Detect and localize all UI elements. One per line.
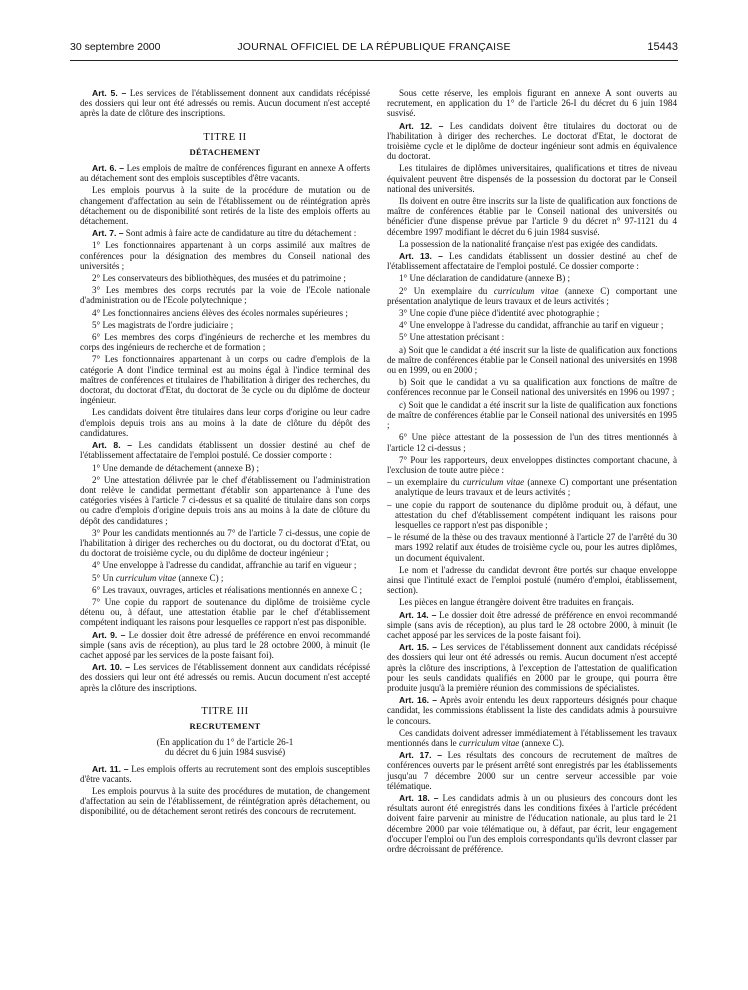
titre-heading: TITRE II: [203, 131, 247, 143]
right-column: [387, 88, 677, 856]
article-6: [80, 163, 370, 183]
list-item: 3° Pour les candidats mentionnés au 7° de l'article 7 ci-dessus, une copie de l'habilitation à diriger des recherches ou du doctorat, ou du doctorat d'Etat, ou du doctorat de troisième cycle, ou du diplôme de docteur ingénieur ;: [80, 527, 370, 559]
article-12: [387, 121, 677, 162]
article-text: Le dossier doit être adressé de préférence en envoi recommandé simple (sans avis de réception), au plus tard le 28 octobre 2000, à minuit (le cachet apposé par les services de la poste faisant foi).: [80, 629, 370, 660]
article-number: Art. 13. –: [399, 251, 443, 262]
article-7: [80, 228, 370, 238]
article-text: Le dossier doit être adressé de préférence en envoi recommandé simple (sans avis de réception), au plus tard le 28 octobre 2000, à minuit (le cachet apposé par les services de la poste faisant foi).: [387, 609, 677, 640]
list-item: 7° Une copie du rapport de soutenance du diplôme de troisième cycle détenu ou, à défaut, une attestation établie par le chef d'établissement compétent indiquant les raisons pour lesquelles ce rapport n'est pas disponible.: [80, 596, 370, 628]
page-header: [70, 41, 678, 57]
article-8: [80, 440, 370, 460]
italic-term: curriculum vitae: [115, 572, 177, 583]
paragraph: La possession de la nationalité française n'est pas exigée des candidats.: [399, 238, 658, 249]
paragraph: Les pièces en langue étrangère doivent être traduites en français.: [399, 597, 634, 608]
list-item: 6° Les membres des corps d'ingénieurs de recherche et les membres du corps des ingénieurs de recherche et de formation ;: [80, 332, 370, 353]
list-item: 4° Les fonctionnaires anciens élèves des écoles normales supérieures ;: [92, 307, 348, 318]
paragraph-text: (annexe C).: [519, 737, 565, 748]
list-item: 7° Les fonctionnaires appartenant à un corps ou cadre d'emplois de la catégorie A dont l'indice terminal est au moins égal à l'indice terminal des maîtres de conférences et titulaires de l'habilitation à diriger des recherches, du doctorat, du doctorat d'Etat, du doctorat de 3e cycle ou du diplôme de docteur ingénieur.: [80, 354, 370, 406]
paragraph: Les titulaires de diplômes universitaires, qualifications et titres de niveau équivalent peuvent être dispensés de la possession du doctorat par le Conseil national des universités.: [387, 163, 677, 194]
list-item: 1° Une déclaration de candidature (annexe B) ;: [399, 273, 571, 284]
titre-subheading: DÉTACHEMENT: [189, 146, 261, 157]
header-date: 30 septembre 2000: [70, 41, 161, 53]
list-item: 2° Une attestation délivrée par le chef d'établissement ou l'administration dont relève le candidat permettant d'établir son appartenance à l'une des catégories visées à l'article 7 ci-dessus et sa qualité de titulaire dans son corps ou cadre d'emplois d'origine depuis trois ans au moins à la date de clôture du dépôt des candidatures ;: [80, 474, 370, 526]
list-item: 5° Une attestation précisant :: [399, 332, 505, 343]
article-text: Les emplois de maître de conférences figurant en annexe A offerts au détachement sont des emplois susceptibles d'être vacants.: [80, 163, 370, 184]
article-number: Art. 8. –: [92, 440, 133, 451]
article-number: Art. 9. –: [92, 629, 126, 640]
article-10: [80, 662, 370, 693]
article-text: Les emplois offerts au recrutement sont des emplois susceptibles d'être vacants.: [80, 763, 371, 784]
item-text: (annexe C) ;: [176, 572, 224, 583]
article-text: Les services de l'établissement donnent aux candidats récépissé des dossiers qui leur ont été adressés ou remis. Aucun document n'est accepté après la date de clôture des inscriptions.: [80, 88, 370, 119]
paragraph: Sous cette réserve, les emplois figurant en annexe A sont ouverts au recrutement, en application du 1° de l'article 26-I du décret du 6 juin 1984 susvisé.: [387, 88, 677, 119]
list-item: a) Soit que le candidat a été inscrit sur la liste de qualification aux fonctions de maître de conférences établie par le Conseil national des universités en 1998 ou en 1999, ou en 2000 ;: [387, 344, 677, 376]
list-item: 3° Une copie d'une pièce d'identité avec photographie ;: [399, 308, 600, 319]
article-text: Les services de l'établissement donnent aux candidats récépissé des dossiers qui leur ont été adressés ou remis. Aucun document n'est accepté après la clôture des inscriptions.: [80, 662, 370, 693]
list-item: 6° Une pièce attestant de la possession de l'un des titres mentionnés à l'article 12 ci-dessus ;: [387, 432, 677, 453]
item-text: (annexe C) comportant une présentation analytique de leurs travaux et de leurs activités ;: [387, 285, 677, 306]
dash-item: – une copie du rapport de soutenance du diplôme produit ou, à défaut, une attestation du chef d'établissement compétent indiquant les raisons pour lesquelles ce rapport n'est pas disponible ;: [387, 499, 677, 530]
article-number: Art. 5. –: [92, 88, 127, 98]
article-number: Art. 6. –: [92, 163, 125, 174]
article-number: Art. 17. –: [399, 750, 443, 761]
list-item: b) Soit que le candidat a vu sa qualification aux fonctions de maître de conférences reconnue par le Conseil national des universités en 1996 ou 1997 ;: [387, 377, 677, 398]
note-line: du décret du 6 juin 1984 susvisé): [164, 747, 286, 758]
article-number: Art. 12. –: [399, 120, 444, 131]
article-text: Les candidats admis à un ou plusieurs des concours dont les résultats auront été enregistrés dans les conditions fixées à l'article précédent doivent faire parvenir au ministre de l'éducation nationale, au plus tard le 21 décembre 2000 par voie télématique ou, à défaut, par écrit, leur engagement d'occuper l'emploi ou l'un des emplois correspondants qu'ils devront classer par ordre décroissant de préférence.: [387, 793, 677, 855]
list-item: [387, 286, 677, 306]
paragraph: Les emplois pourvus à la suite des procédures de mutation, de changement d'affectation au sein de l'établissement, de réintégration après détachement, ou disponibilité, ou de détachement seront retirés des concours de recrutement.: [80, 785, 370, 817]
article-text: Après avoir entendu les deux rapporteurs désignés pour chaque candidat, les commissions établissent la liste des candidats admis à poursuivre le concours.: [387, 695, 677, 726]
item-text: 5° Un: [92, 572, 116, 583]
article-text: Sont admis à faire acte de candidature au titre du détachement :: [123, 228, 357, 239]
list-item: [80, 573, 370, 583]
paragraph: Ils doivent en outre être inscrits sur la liste de qualification aux fonctions de maître de conférences établie par le Conseil national des universités ou bénéficier d'une dispense prévue par l'article 9 du décret n° 97-1121 du 4 décembre 1997 modifiant le décret du 6 juin 1984 susvisé.: [387, 196, 677, 237]
list-item: 4° Une enveloppe à l'adresse du candidat, affranchie au tarif en vigueur ;: [92, 560, 357, 571]
note-line: (En application du 1° de l'article 26-1: [156, 737, 294, 748]
article-number: Art. 7. –: [92, 228, 124, 239]
list-item: 7° Pour les rapporteurs, deux enveloppes distinctes comportant chacune, à l'exclusion de toute autre pièce :: [387, 454, 677, 475]
paragraph: [387, 728, 677, 748]
paragraph: Le nom et l'adresse du candidat devront être portés sur chaque enveloppe ainsi que l'intitulé exact de l'emploi postulé (numéro d'emploi, établissement, section).: [387, 564, 677, 596]
article-number: Art. 18. –: [399, 793, 439, 803]
application-note: [80, 737, 370, 757]
titre-subheading: RECRUTEMENT: [189, 720, 261, 731]
article-number: Art. 14. –: [399, 609, 437, 620]
header-rule: [70, 60, 678, 61]
article-number: Art. 10. –: [92, 662, 131, 673]
list-item: 2° Les conservateurs des bibliothèques, des musées et du patrimoine ;: [92, 273, 346, 284]
italic-term: curriculum vitae: [462, 477, 525, 488]
list-item: 1° Les fonctionnaires appartenant à un corps assimilé aux maîtres de conférences pour la désignation des membres du Conseil national des universités ;: [80, 240, 370, 271]
list-item: 1° Une demande de détachement (annexe B) ;: [92, 462, 259, 473]
article-16: [387, 695, 677, 726]
article-text: Les résultats des concours de recrutement de maîtres de conférences ouverts par le présent arrêté sont enregistrés par les établissements jusqu'au 7 décembre 2000 sur un centre serveur accessible par voie télématique.: [387, 750, 677, 791]
paragraph-text: Ces candidats doivent adresser immédiatement à l'établissement les travaux mentionnés dans le: [387, 727, 677, 748]
article-number: Art. 15. –: [399, 642, 438, 653]
article-text: Les candidats doivent être titulaires du doctorat ou de l'habilitation à diriger des recherches. Le doctorat d'Etat, le doctorat de troisième cycle et le diplôme de docteur ingénieur sont admis en équivalence du doctorat.: [387, 120, 677, 162]
article-text: Les candidats établissent un dossier destiné au chef de l'établissement affectataire de l'emploi postulé. Ce dossier comporte :: [80, 440, 371, 461]
article-18: [387, 793, 677, 854]
item-text: 2° Un exemplaire du: [399, 285, 494, 296]
list-item: 5° Les magistrats de l'ordre judiciaire ;: [92, 319, 234, 330]
dash-item: – le résumé de la thèse ou des travaux mentionné à l'article 27 de l'arrêté du 30 mars 1992 relatif aux études de troisième cycle ou, pour les autres diplômes, un document équivalent.: [387, 532, 677, 563]
article-15: [387, 642, 677, 693]
list-item: 4° Une enveloppe à l'adresse du candidat, affranchie au tarif en vigueur ;: [399, 320, 664, 331]
article-text: Les candidats établissent un dossier destiné au chef de l'établissement affectataire de l'emploi postulé. Ce dossier comporte :: [387, 251, 677, 272]
article-text: Les services de l'établissement donnent aux candidats récépissé des dossiers qui leur ont été adressés ou remis. Aucun document n'est accepté après la clôture des inscriptions, à l'exception de l'attestation de qualification pour les seuls candidats qualifiés en 2000 par le groupe, qui pourra être produite jusqu'à la première réunion des commissions de spécialistes.: [387, 642, 677, 693]
article-17: [387, 750, 677, 791]
article-14: [387, 610, 677, 641]
article-11: [80, 764, 370, 784]
article-9: [80, 630, 370, 661]
list-item: c) Soit que le candidat a été inscrit sur la liste de qualification aux fonctions de maître de conférences établie par le Conseil national des universités en 1995 ;: [387, 399, 677, 431]
italic-term: curriculum vitae: [493, 285, 559, 296]
left-column: [80, 88, 370, 819]
italic-term: curriculum vitae: [458, 737, 520, 748]
paragraph: Les candidats doivent être titulaires dans leur corps d'origine ou leur cadre d'emplois depuis trois ans au moins à la date de clôture du dépôt des candidatures.: [80, 407, 370, 438]
article-13: [387, 251, 677, 271]
page-number: 15443: [647, 41, 678, 53]
article-5: [80, 88, 370, 119]
list-item: 3° Les membres des corps recrutés par la voie de l'Ecole nationale d'administration ou de l'Ecole polytechnique ;: [80, 285, 370, 306]
paragraph: Les emplois pourvus à la suite de la procédure de mutation ou de changement d'affectation au sein de l'établissement ou de réintégration après détachement ou de disponibilité sont retirés de la liste des emplois offerts au détachement.: [80, 185, 370, 227]
article-number: Art. 11. –: [92, 763, 129, 774]
article-number: Art. 16. –: [399, 695, 438, 706]
item-text: – un exemplaire du: [387, 477, 463, 488]
dash-item: [387, 477, 677, 497]
item-text: (annexe C) comportant une présentation analytique de leurs travaux et de leurs activités ;: [395, 477, 677, 498]
journal-title: JOURNAL OFFICIEL DE LA RÉPUBLIQUE FRANÇAISE: [237, 41, 511, 53]
list-item: 6° Les travaux, ouvrages, articles et réalisations mentionnés en annexe C ;: [92, 584, 363, 595]
titre-heading: TITRE III: [201, 705, 249, 717]
